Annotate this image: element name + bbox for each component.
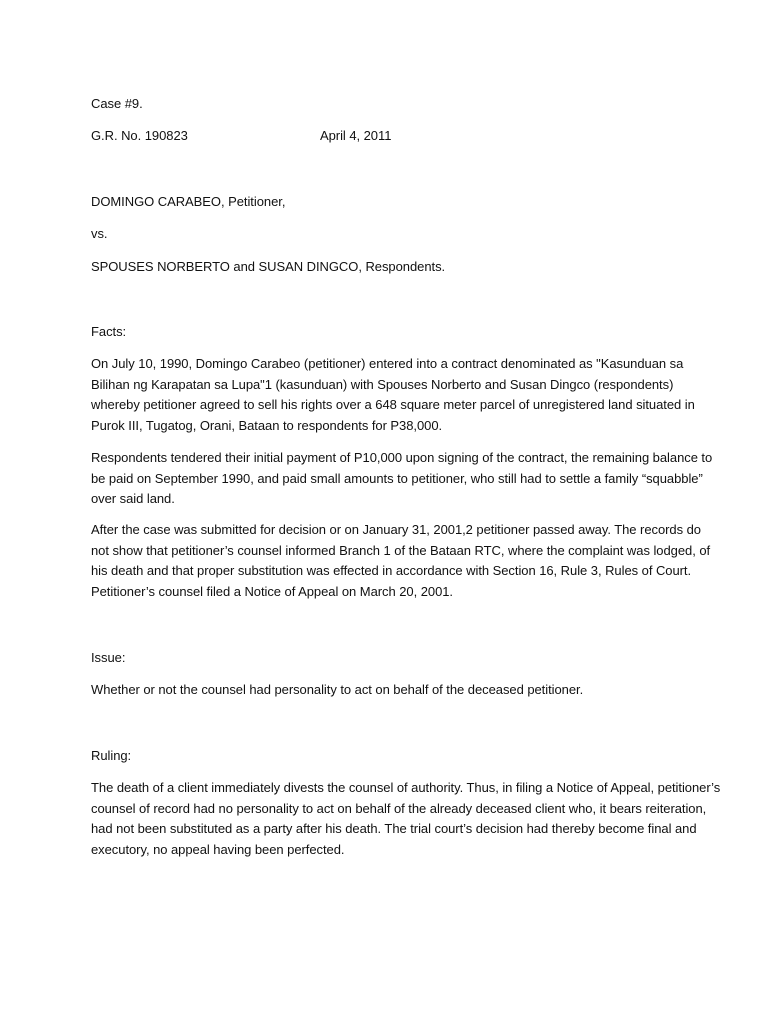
- case-number: Case #9.: [91, 96, 143, 111]
- gr-number: G.R. No. 190823: [91, 128, 188, 143]
- facts-paragraph-2: Respondents tendered their initial payment of P10,000 upon signing of the contract, the remaining balance to be paid on September 1990, and paid small amounts to petitioner, who still had to settle a family “squabble” over said land.: [91, 450, 713, 506]
- versus-text: vs.: [91, 226, 108, 241]
- ruling-heading: Ruling:: [91, 748, 132, 763]
- issue-text: Whether or not the counsel had personality to act on behalf of the deceased petitioner.: [91, 682, 584, 697]
- issue-heading: Issue:: [91, 650, 126, 665]
- ruling-text: The death of a client immediately divests the counsel of authority. Thus, in filing a Notice of Appeal, petitioner’s counsel of record had no personality to act on behalf of the already deceased client who, it bears reiteration, had not been substituted as a party after his death. The trial court’s decision had thereby become final and executory, no appeal having been perfected.: [91, 780, 721, 857]
- decision-date: April 4, 2011: [320, 128, 392, 143]
- respondents-name: SPOUSES NORBERTO and SUSAN DINGCO, Respondents.: [91, 259, 446, 274]
- case-reference: [91, 126, 491, 147]
- facts-paragraph-1: On July 10, 1990, Domingo Carabeo (petitioner) entered into a contract denominated as "Kasunduan sa Bilihan ng Karapatan sa Lupa"1 (kasunduan) with Spouses Norberto and Susan Dingco (respondents) whereby petitioner agreed to sell his rights over a 648 square meter parcel of unregistered land situated in Purok III, Tugatog, Orani, Bataan to respondents for P38,000.: [91, 356, 695, 433]
- petitioner-name: DOMINGO CARABEO, Petitioner,: [91, 194, 286, 209]
- facts-paragraph-3: After the case was submitted for decision or on January 31, 2001,2 petitioner passed away. The records do not show that petitioner’s counsel informed Branch 1 of the Bataan RTC, where the complaint was lodged, of his death and that proper substitution was effected in accordance with Section 16, Rule 3, Rules of Court. Petitioner’s counsel filed a Notice of Appeal on March 20, 2001.: [91, 522, 711, 599]
- facts-heading: Facts:: [91, 324, 127, 339]
